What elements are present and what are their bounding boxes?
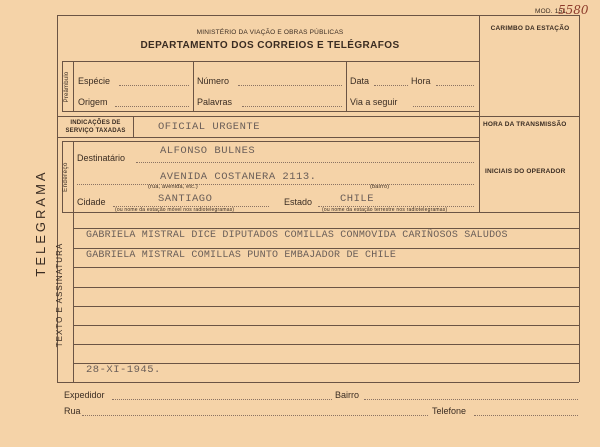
serial-number: 5580 [558,3,589,17]
preamble-left-border [62,61,63,111]
preamble-col-divider-1 [193,61,194,111]
street-hint: (rua, avenida, etc.) [148,184,198,190]
address-section-label: Endereço [63,162,69,192]
destinatario-line [136,162,474,163]
message-label-divider [73,212,74,382]
rua-label: Rua [64,406,81,416]
bairro-footer-label: Bairro [335,390,360,400]
origem-label: Origem [78,97,108,107]
message-rule-2 [73,248,579,249]
preamble-section-label: Preâmbulo [64,71,70,103]
especie-line [119,85,189,86]
estado-value: CHILE [340,193,375,205]
telefone-line [474,415,578,416]
expedidor-label: Expedidor [64,390,105,400]
message-rule-5 [73,306,579,307]
street-line [77,184,474,185]
service-label-divider [133,116,134,137]
ministry-name: MINISTÉRIO DA VIAÇÃO E OBRAS PÚBLICAS [196,29,344,36]
bairro-footer-line [364,399,578,400]
frame-top-border [57,15,579,16]
via-line [413,106,474,107]
cidade-hint: (ou nome da estação móvel nos radiotelegramas) [115,207,235,213]
hora-line [436,85,474,86]
data-label: Data [350,76,370,86]
service-label [58,119,133,135]
estado-label: Estado [284,197,313,207]
service-label-line2: SERVIÇO TAXADAS [65,128,126,134]
telefone-label: Telefone [432,406,467,416]
service-bottom-border [57,137,479,138]
numero-label: Número [197,76,230,86]
message-rule-4 [73,287,579,288]
expedidor-line [112,399,332,400]
cidade-label: Cidade [77,197,106,207]
frame-bottom-border [57,382,579,383]
estado-hint: (ou nome da estação terrestre nos radiotelegramas) [322,207,448,213]
service-value: OFICIAL URGENTE [158,121,261,133]
iniciais-operador-label: INICIAIS DO OPERADOR [485,168,566,175]
preamble-bottom-border [62,111,479,112]
bairro-hint: (bairro) [370,184,390,190]
rua-line [82,415,428,416]
destinatario-label: Destinatário [77,153,126,163]
palavras-label: Palavras [197,97,233,107]
message-rule-1 [73,228,579,229]
palavras-line [242,106,342,107]
origem-line [115,106,189,107]
service-top-border [57,116,579,117]
message-date: 28-XI-1945. [86,364,161,376]
message-rule-3 [73,267,579,268]
department-name: DEPARTAMENTO DOS CORREIOS E TELÉGRAFOS [140,40,400,51]
address-label-divider [73,141,74,212]
especie-label: Espécie [78,76,111,86]
telegram-side-title: TELEGRAMA [33,169,48,277]
preamble-col-divider-2 [346,61,347,111]
form-number: MOD. 151 [535,8,567,15]
stamp-label: CARIMBO DA ESTAÇÃO [490,25,570,32]
address-top-border [62,141,479,142]
cidade-value: SANTIAGO [158,193,213,205]
message-line-2: GABRIELA MISTRAL COMILLAS PUNTO EMBAJADOR DE CHILE [86,250,397,261]
destinatario-value: ALFONSO BULNES [160,145,256,157]
hora-label: Hora [411,76,431,86]
frame-right-border [579,15,580,382]
message-line-1: GABRIELA MISTRAL DICE DIPUTADOS COMILLAS CONMOVIDA CARIÑOSOS SALUDOS [86,230,508,241]
message-section-label: TEXTO E ASSINATURA [55,242,64,348]
data-line [374,85,408,86]
hora-transmissao-label: HORA DA TRANSMISSÃO [483,121,567,128]
preamble-top-border [62,61,479,62]
message-rule-7 [73,344,579,345]
street-value: AVENIDA COSTANERA 2113. [160,171,317,183]
numero-line [238,85,342,86]
message-rule-6 [73,325,579,326]
via-label: Via a seguir [350,97,398,107]
preamble-label-divider [73,61,74,111]
service-label-line1: INDICAÇÕES DE [70,120,121,126]
